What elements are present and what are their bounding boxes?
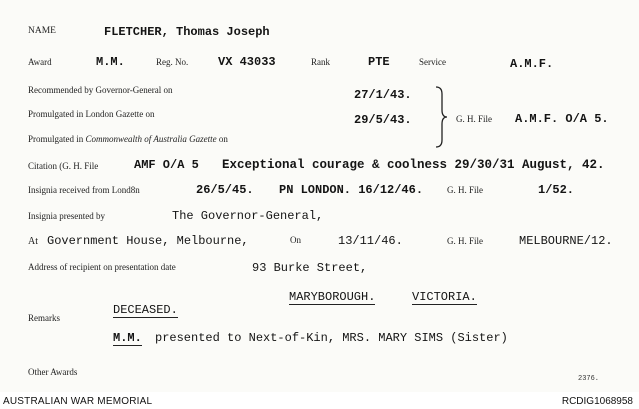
reg-no-value: VX 43033 [218, 55, 276, 69]
at-label: At [28, 236, 38, 247]
address-line1: 93 Burke Street, [252, 261, 368, 275]
insignia-received-date: 26/5/45. [196, 183, 254, 197]
footer-institution: AUSTRALIAN WAR MEMORIAL [3, 396, 153, 407]
insignia-gh-file-label: G. H. File [447, 185, 483, 195]
award-value: M.M. [96, 55, 125, 69]
name-value: FLETCHER, Thomas Joseph [104, 25, 270, 39]
address-label: Address of recipient on presentation date [28, 262, 176, 272]
presentation-location: Government House, Melbourne, [47, 234, 249, 248]
promulgated-london-label: Promulgated in London Gazette on [28, 109, 155, 119]
name-label: NAME [28, 26, 56, 36]
remarks-deceased: DECEASED. [113, 303, 178, 317]
form-code: 2376. [578, 375, 600, 383]
rank-label: Rank [311, 57, 330, 67]
on-label: On [290, 235, 301, 245]
rank-value: PTE [368, 55, 390, 69]
insignia-received-label: Insignia received from Lond8n [28, 185, 140, 195]
service-value: A.M.F. [510, 57, 554, 71]
insignia-file: 1/52. [538, 183, 575, 197]
reg-no-label: Reg. No. [156, 57, 189, 67]
footer-record-id: RCDIG1068958 [561, 396, 633, 407]
citation-file: AMF O/A 5 [134, 158, 199, 172]
citation-label: Citation (G. H. File [28, 161, 99, 171]
recommended-date: 27/1/43. [354, 88, 412, 102]
brace-icon [434, 86, 448, 148]
presented-by: The Governor-General, [172, 209, 324, 223]
gh-file-ref: A.M.F. O/A 5. [515, 112, 609, 126]
other-awards-label: Other Awards [28, 367, 78, 377]
award-label: Award [28, 57, 52, 67]
promulgated-commonwealth-label: Promulgated in Commonwealth of Australia Gazette on [28, 134, 228, 144]
presentation-file: MELBOURNE/12. [519, 234, 613, 248]
remarks-label: Remarks [28, 313, 60, 323]
service-label: Service [419, 57, 446, 67]
promulgated-date: 29/5/43. [354, 113, 412, 127]
remarks-text: presented to Next-of-Kin, MRS. MARY SIMS (Sister) [155, 331, 508, 345]
address-state: VICTORIA. [412, 290, 477, 304]
citation-text: Exceptional courage & coolness 29/30/31 August, 42. [222, 158, 605, 172]
presentation-gh-file-label: G. H. File [447, 236, 483, 246]
address-town: MARYBOROUGH. [289, 290, 376, 304]
gh-file-label: G. H. File [456, 114, 492, 124]
recommended-label: Recommended by Governor-General on [28, 85, 173, 95]
insignia-presented-label: Insignia presented by [28, 211, 105, 221]
insignia-pn: PN LONDON. 16/12/46. [279, 183, 424, 197]
remarks-mm: M.M. [113, 331, 142, 345]
presentation-date: 13/11/46. [338, 234, 403, 248]
